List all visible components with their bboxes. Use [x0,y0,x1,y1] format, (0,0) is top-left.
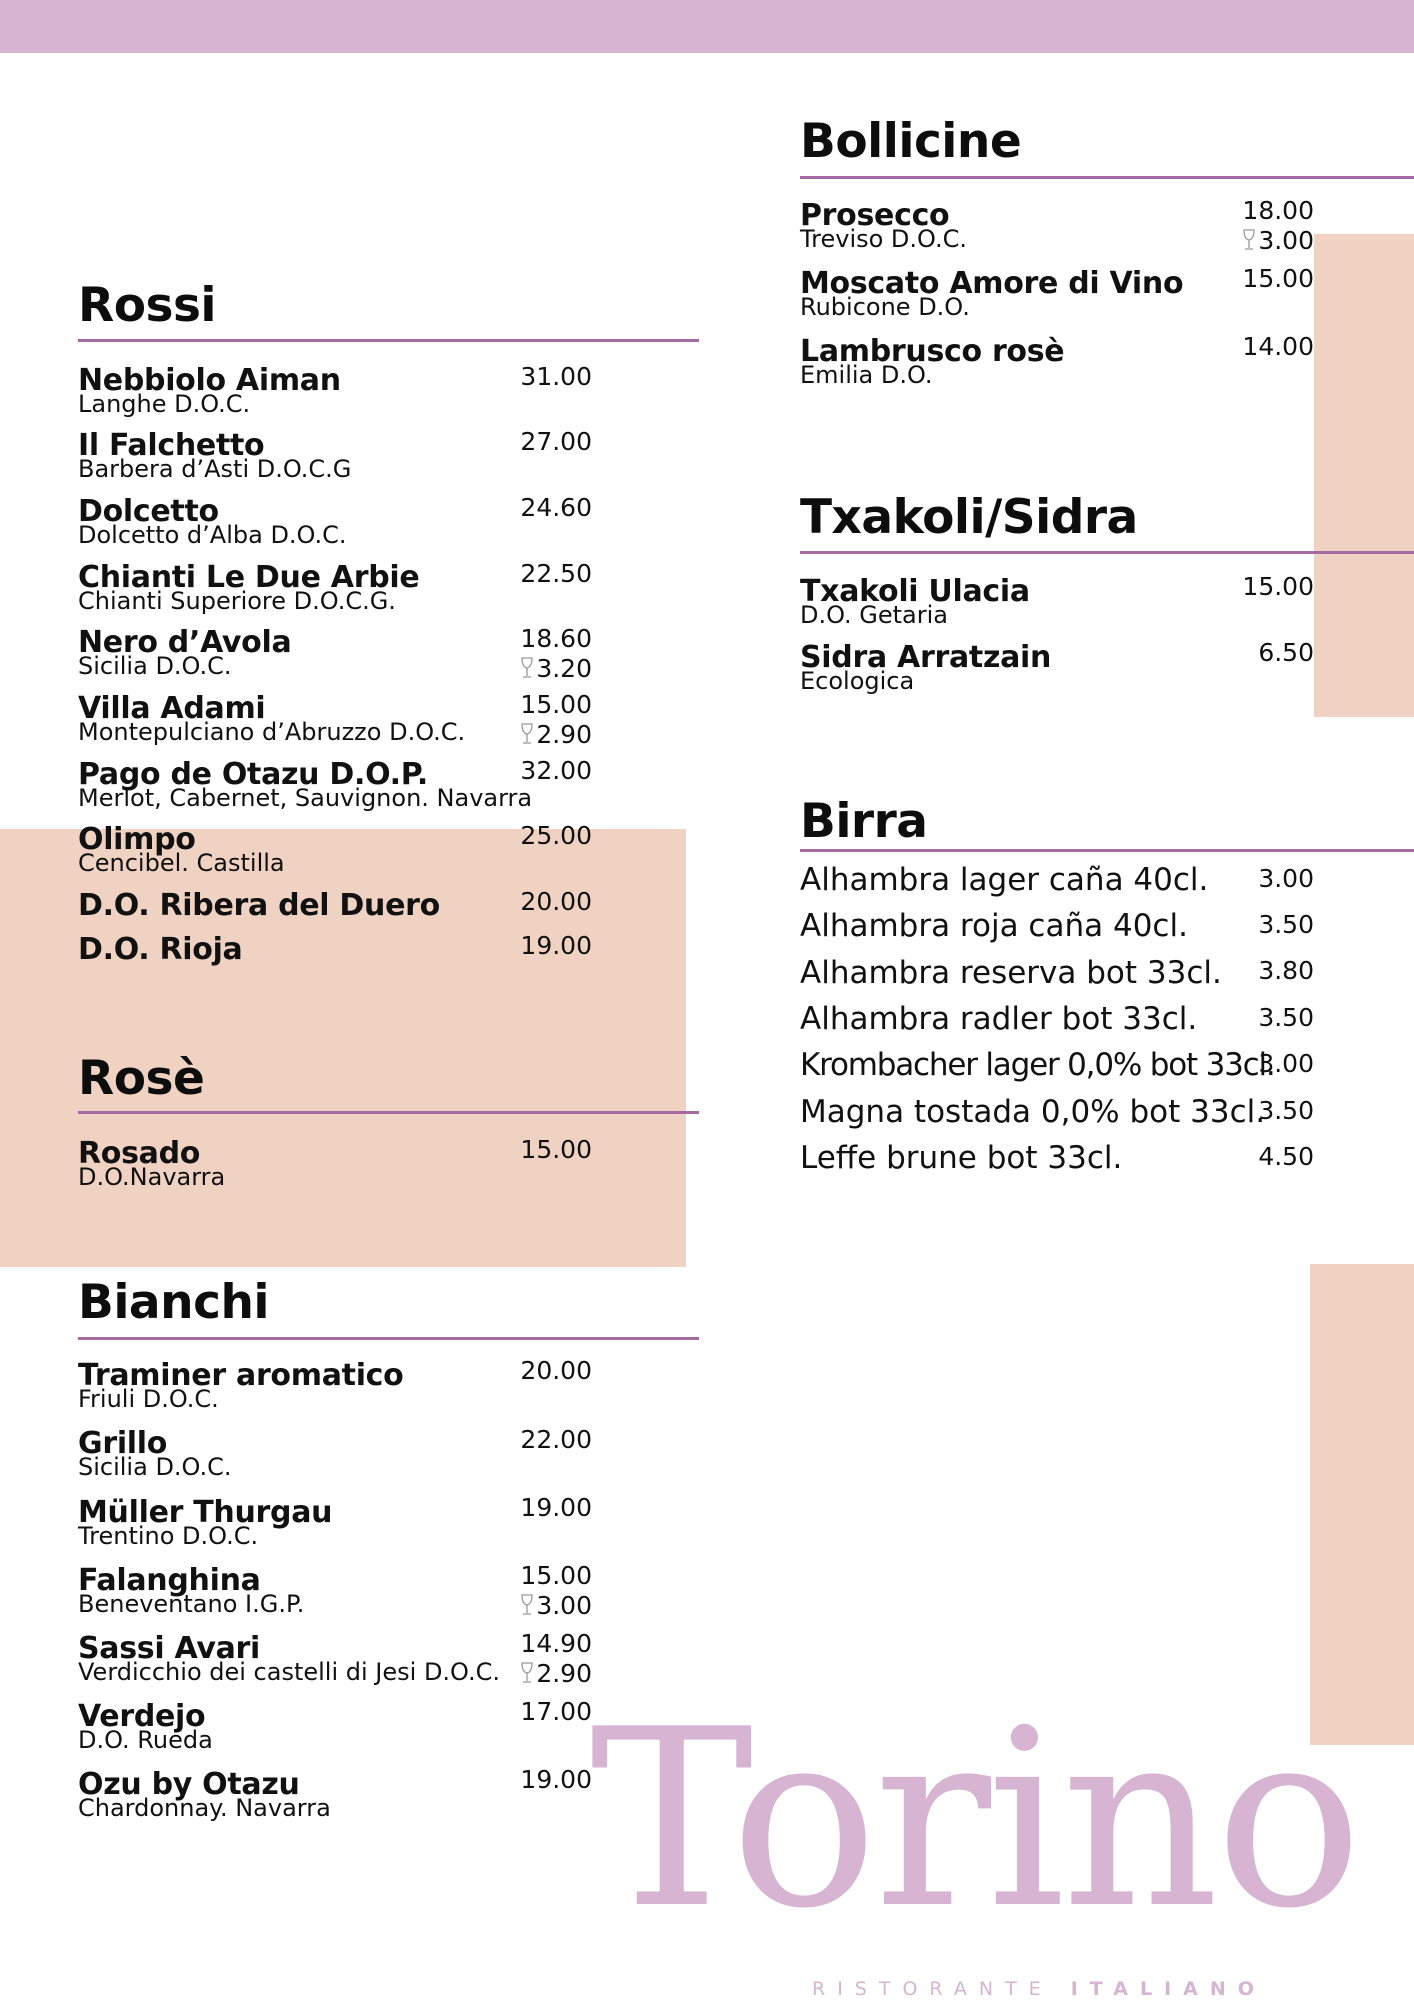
beer-name: Magna tostada 0,0% bot 33cl. [800,1094,1266,1130]
tagline-italiano: ITALIANO [1070,1978,1266,2000]
wine-origin: Ecologica [800,667,915,695]
glass-price [520,654,592,684]
bottle-price: 25.00 [520,821,592,850]
section-title: Bollicine [800,114,1022,169]
wine-name: Il Falchetto [78,428,265,463]
wine-origin: Verdicchio dei castelli di Jesi D.O.C. [78,1658,500,1686]
wine-name: Villa Adami [78,691,266,726]
wine-glass-icon [520,657,534,679]
wine-name: Prosecco [800,198,950,233]
section-title: Rosè [78,1051,205,1106]
section-title: Txakoli/Sidra [800,490,1138,545]
wine-name: Traminer aromatico [78,1358,404,1393]
wine-name: Ozu by Otazu [78,1767,300,1802]
wine-origin: Treviso D.O.C. [800,225,967,253]
wine-name: Falanghina [78,1563,261,1598]
section-rule [78,1111,699,1114]
wine-origin: Rubicone D.O. [800,293,970,321]
tagline-ristorante: RISTORANTE [812,1978,1053,2000]
bottle-price: 6.50 [1258,638,1314,667]
wine-glass-icon [1242,229,1256,251]
wine-origin: Merlot, Cabernet, Sauvignon. Navarra [78,784,533,812]
bottle-price: 31.00 [520,362,592,391]
bottle-price: 15.00 [520,1135,592,1164]
wine-name: Müller Thurgau [78,1495,333,1530]
beer-price: 3.50 [1258,910,1314,939]
wine-name: Grillo [78,1426,168,1461]
restaurant-tagline [812,1978,1266,2000]
bottle-price: 15.00 [1242,572,1314,601]
glass-price [520,1659,592,1689]
section-title: Birra [800,794,928,849]
beer-name: Krombacher lager 0,0% bot 33cl. [800,1047,1275,1083]
wine-origin: Chianti Superiore D.O.C.G. [78,587,396,615]
wine-origin: Sicilia D.O.C. [78,652,232,680]
bottle-price: 14.90 [520,1629,592,1658]
beer-price: 3.00 [1258,864,1314,893]
wine-name: Olimpo [78,822,196,857]
bottle-price: 22.00 [520,1425,592,1454]
wine-origin: Friuli D.O.C. [78,1385,219,1413]
beer-price: 3.80 [1258,956,1314,985]
bottle-price: 18.00 [1242,196,1314,225]
wine-origin: Barbera d’Asti D.O.C.G [78,455,352,483]
glass-price-value: 3.00 [1258,226,1314,255]
beer-price: 3.50 [1258,1096,1314,1125]
wine-origin: Beneventano I.G.P. [78,1590,305,1618]
wine-origin: Emilia D.O. [800,361,933,389]
wine-glass-icon [520,723,534,745]
wine-origin: Chardonnay. Navarra [78,1794,331,1822]
beer-price: 4.50 [1258,1142,1314,1171]
section-title: Bianchi [78,1275,270,1330]
glass-price [1242,226,1314,256]
bottle-price: 18.60 [520,624,592,653]
bottle-price: 19.00 [520,1493,592,1522]
bottle-price: 19.00 [520,1765,592,1794]
beer-name: Alhambra roja caña 40cl. [800,908,1188,944]
wine-name: Verdejo [78,1699,206,1734]
glass-price-value: 3.20 [536,654,592,683]
beer-price: 3.00 [1258,1049,1314,1078]
section-rule [78,1337,699,1340]
wine-name: Dolcetto [78,494,219,529]
section-rule [78,339,699,342]
wine-name: Sidra Arratzain [800,640,1052,675]
wine-origin: Montepulciano d’Abruzzo D.O.C. [78,718,466,746]
beer-price: 3.50 [1258,1003,1314,1032]
beer-name: Alhambra lager caña 40cl. [800,862,1209,898]
bottle-price: 27.00 [520,427,592,456]
wine-name: Lambrusco rosè [800,334,1065,369]
wine-origin: D.O. Getaria [800,601,949,629]
wine-origin: Cencibel. Castilla [78,849,285,877]
section-rule [800,176,1414,179]
wine-origin: Trentino D.O.C. [78,1522,259,1550]
top-bar [0,0,1414,53]
beer-name: Alhambra radler bot 33cl. [800,1001,1198,1037]
wine-origin: D.O. Rueda [78,1726,213,1754]
wine-name: D.O. Ribera del Duero [78,888,440,923]
wine-glass-icon [520,1594,534,1616]
bottle-price: 20.00 [520,887,592,916]
section-title: Rossi [78,278,217,333]
glass-price-value: 2.90 [536,720,592,749]
bottle-price: 32.00 [520,756,592,785]
glass-price [520,720,592,750]
peach-block-right-bottom [1310,1264,1414,1745]
restaurant-logo: Torino [590,1677,1359,1962]
wine-origin: Langhe D.O.C. [78,390,251,418]
wine-name: Sassi Avari [78,1631,261,1666]
section-rule [800,849,1414,852]
glass-price [520,1591,592,1621]
wine-origin: Sicilia D.O.C. [78,1453,232,1481]
wine-name: D.O. Rioja [78,932,243,967]
beer-name: Alhambra reserva bot 33cl. [800,955,1222,991]
bottle-price: 22.50 [520,559,592,588]
bottle-price: 14.00 [1242,332,1314,361]
wine-glass-icon [520,1662,534,1684]
wine-name: Pago de Otazu D.O.P. [78,757,428,792]
bottle-price: 15.00 [520,690,592,719]
wine-name: Moscato Amore di Vino [800,266,1184,301]
wine-name: Rosado [78,1136,201,1171]
wine-name: Txakoli Ulacia [800,574,1030,609]
bottle-price: 20.00 [520,1356,592,1385]
wine-name: Nebbiolo Aiman [78,363,341,398]
wine-name: Nero d’Avola [78,625,292,660]
beer-name: Leffe brune bot 33cl. [800,1140,1123,1176]
wine-name: Chianti Le Due Arbie [78,560,420,595]
bottle-price: 15.00 [1242,264,1314,293]
glass-price-value: 3.00 [536,1591,592,1620]
bottle-price: 24.60 [520,493,592,522]
glass-price-value: 2.90 [536,1659,592,1688]
bottle-price: 19.00 [520,931,592,960]
wine-origin: D.O.Navarra [78,1163,226,1191]
wine-origin: Dolcetto d’Alba D.O.C. [78,521,347,549]
bottle-price: 17.00 [520,1697,592,1726]
peach-block-right-top [1314,234,1414,717]
section-rule [800,551,1414,554]
bottle-price: 15.00 [520,1561,592,1590]
